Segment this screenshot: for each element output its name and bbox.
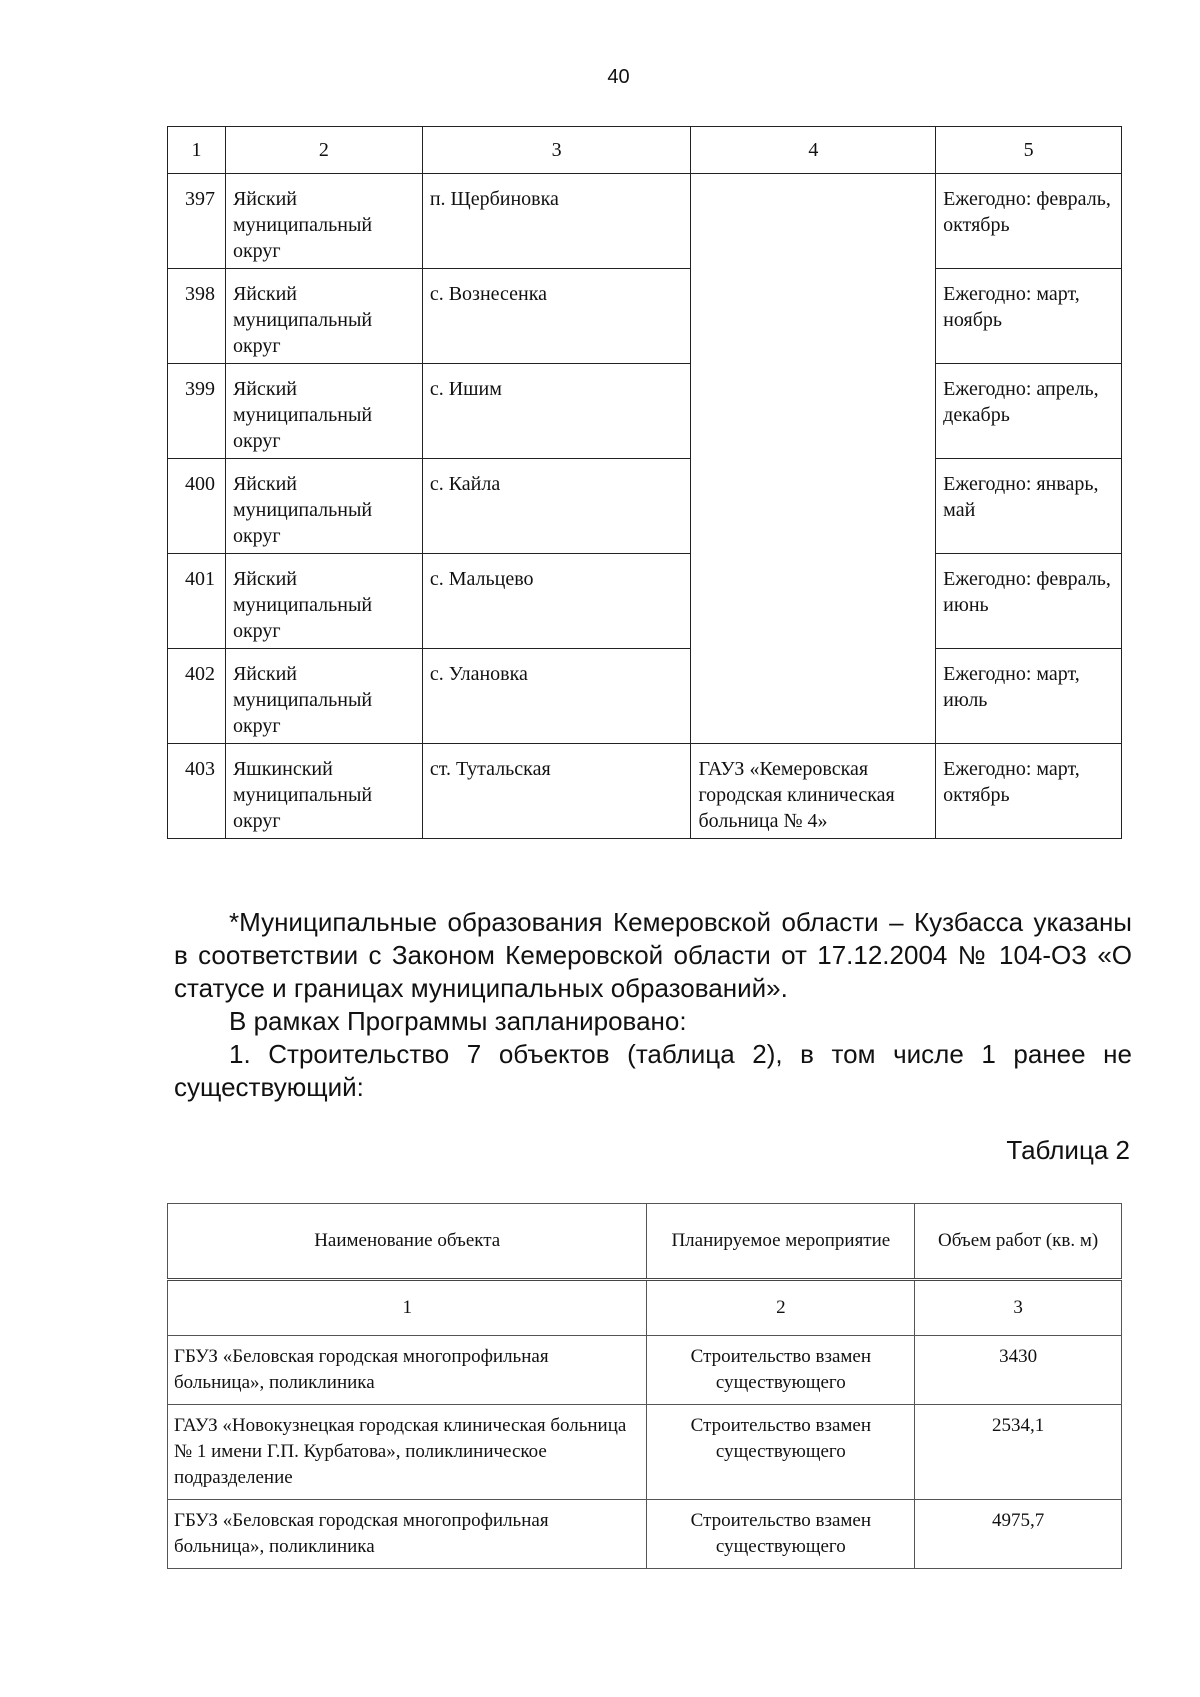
table-row (168, 459, 1122, 554)
construction-paragraph: 1. Строительство 7 объектов (таблица 2), в том числе 1 ранее не существующий: (174, 1039, 1132, 1102)
locality-cell: с. Вознесенка (422, 269, 691, 364)
table-header-row (168, 1204, 1122, 1280)
table-row (168, 269, 1122, 364)
municipality-cell: Яшкинский муниципальный округ (225, 744, 422, 839)
table-row (168, 364, 1122, 459)
locality-cell: п. Щербиновка (422, 174, 691, 269)
object-name-cell: ГАУЗ «Новокузнецкая городская клиническая больница № 1 имени Г.П. Курбатова», поликлиническое подразделение (168, 1405, 647, 1500)
municipality-cell: Яйский муниципальный округ (225, 364, 422, 459)
planned-action-cell: Строительство взамен существующего (647, 1500, 915, 1569)
planned-action-cell: Строительство взамен существующего (647, 1405, 915, 1500)
municipality-cell: Яйский муниципальный округ (225, 174, 422, 269)
table-row (168, 174, 1122, 269)
settlements-table (167, 126, 1122, 839)
table-row (168, 649, 1122, 744)
locality-cell: с. Кайла (422, 459, 691, 554)
table-row (168, 1336, 1122, 1405)
municipality-cell: Яйский муниципальный округ (225, 554, 422, 649)
row-number: 402 (168, 649, 226, 744)
column-number-2: 2 (225, 127, 422, 174)
construction-objects-table (167, 1203, 1122, 1569)
schedule-cell: Ежегодно: январь, май (936, 459, 1122, 554)
column-number-5: 5 (936, 127, 1122, 174)
footnote-paragraph: *Муниципальные образования Кемеровской области – Кузбасса указаны в соответствии с Законом Кемеровской области от 17.12.2004 № 104-ОЗ «О статусе и границах муниципальных образований». (174, 907, 1132, 1003)
table-row (168, 1405, 1122, 1500)
column-number-1: 1 (168, 1280, 647, 1336)
work-volume-cell: 3430 (915, 1336, 1122, 1405)
table-row (168, 744, 1122, 839)
row-number: 400 (168, 459, 226, 554)
locality-cell: с. Мальцево (422, 554, 691, 649)
row-number: 397 (168, 174, 226, 269)
municipality-cell: Яйский муниципальный округ (225, 269, 422, 364)
table-row (168, 554, 1122, 649)
locality-cell: ст. Тутальская (422, 744, 691, 839)
work-volume-cell: 4975,7 (915, 1500, 1122, 1569)
header-work-volume: Объем работ (кв. м) (915, 1204, 1122, 1280)
column-number-1: 1 (168, 127, 226, 174)
table-header-row (168, 127, 1122, 174)
schedule-cell: Ежегодно: февраль, июнь (936, 554, 1122, 649)
schedule-cell: Ежегодно: февраль, октябрь (936, 174, 1122, 269)
column-number-3: 3 (422, 127, 691, 174)
schedule-cell: Ежегодно: март, октябрь (936, 744, 1122, 839)
work-volume-cell: 2534,1 (915, 1405, 1122, 1500)
row-number: 398 (168, 269, 226, 364)
column-number-2: 2 (647, 1280, 915, 1336)
body-text (174, 906, 1132, 1104)
row-number: 403 (168, 744, 226, 839)
municipality-cell: Яйский муниципальный округ (225, 459, 422, 554)
header-planned-action: Планируемое мероприятие (647, 1204, 915, 1280)
schedule-cell: Ежегодно: март, июль (936, 649, 1122, 744)
table-row (168, 1500, 1122, 1569)
planned-action-cell: Строительство взамен существующего (647, 1336, 915, 1405)
table-caption: Таблица 2 (1006, 1135, 1130, 1165)
row-number: 401 (168, 554, 226, 649)
municipality-cell: Яйский муниципальный округ (225, 649, 422, 744)
organization-cell: ГАУЗ «Кемеровская городская клиническая больница № 4» (691, 744, 936, 839)
schedule-cell: Ежегодно: март, ноябрь (936, 269, 1122, 364)
program-intro-paragraph: В рамках Программы запланировано: (229, 1006, 687, 1036)
header-object-name: Наименование объекта (168, 1204, 647, 1280)
table-numbering-row (168, 1280, 1122, 1336)
object-name-cell: ГБУЗ «Беловская городская многопрофильная больница», поликлиника (168, 1500, 647, 1569)
page-number: 40 (607, 66, 630, 88)
locality-cell: с. Ишим (422, 364, 691, 459)
organization-cell-merged (691, 174, 936, 744)
object-name-cell: ГБУЗ «Беловская городская многопрофильная больница», поликлиника (168, 1336, 647, 1405)
schedule-cell: Ежегодно: апрель, декабрь (936, 364, 1122, 459)
column-number-4: 4 (691, 127, 936, 174)
locality-cell: с. Улановка (422, 649, 691, 744)
row-number: 399 (168, 364, 226, 459)
column-number-3: 3 (915, 1280, 1122, 1336)
